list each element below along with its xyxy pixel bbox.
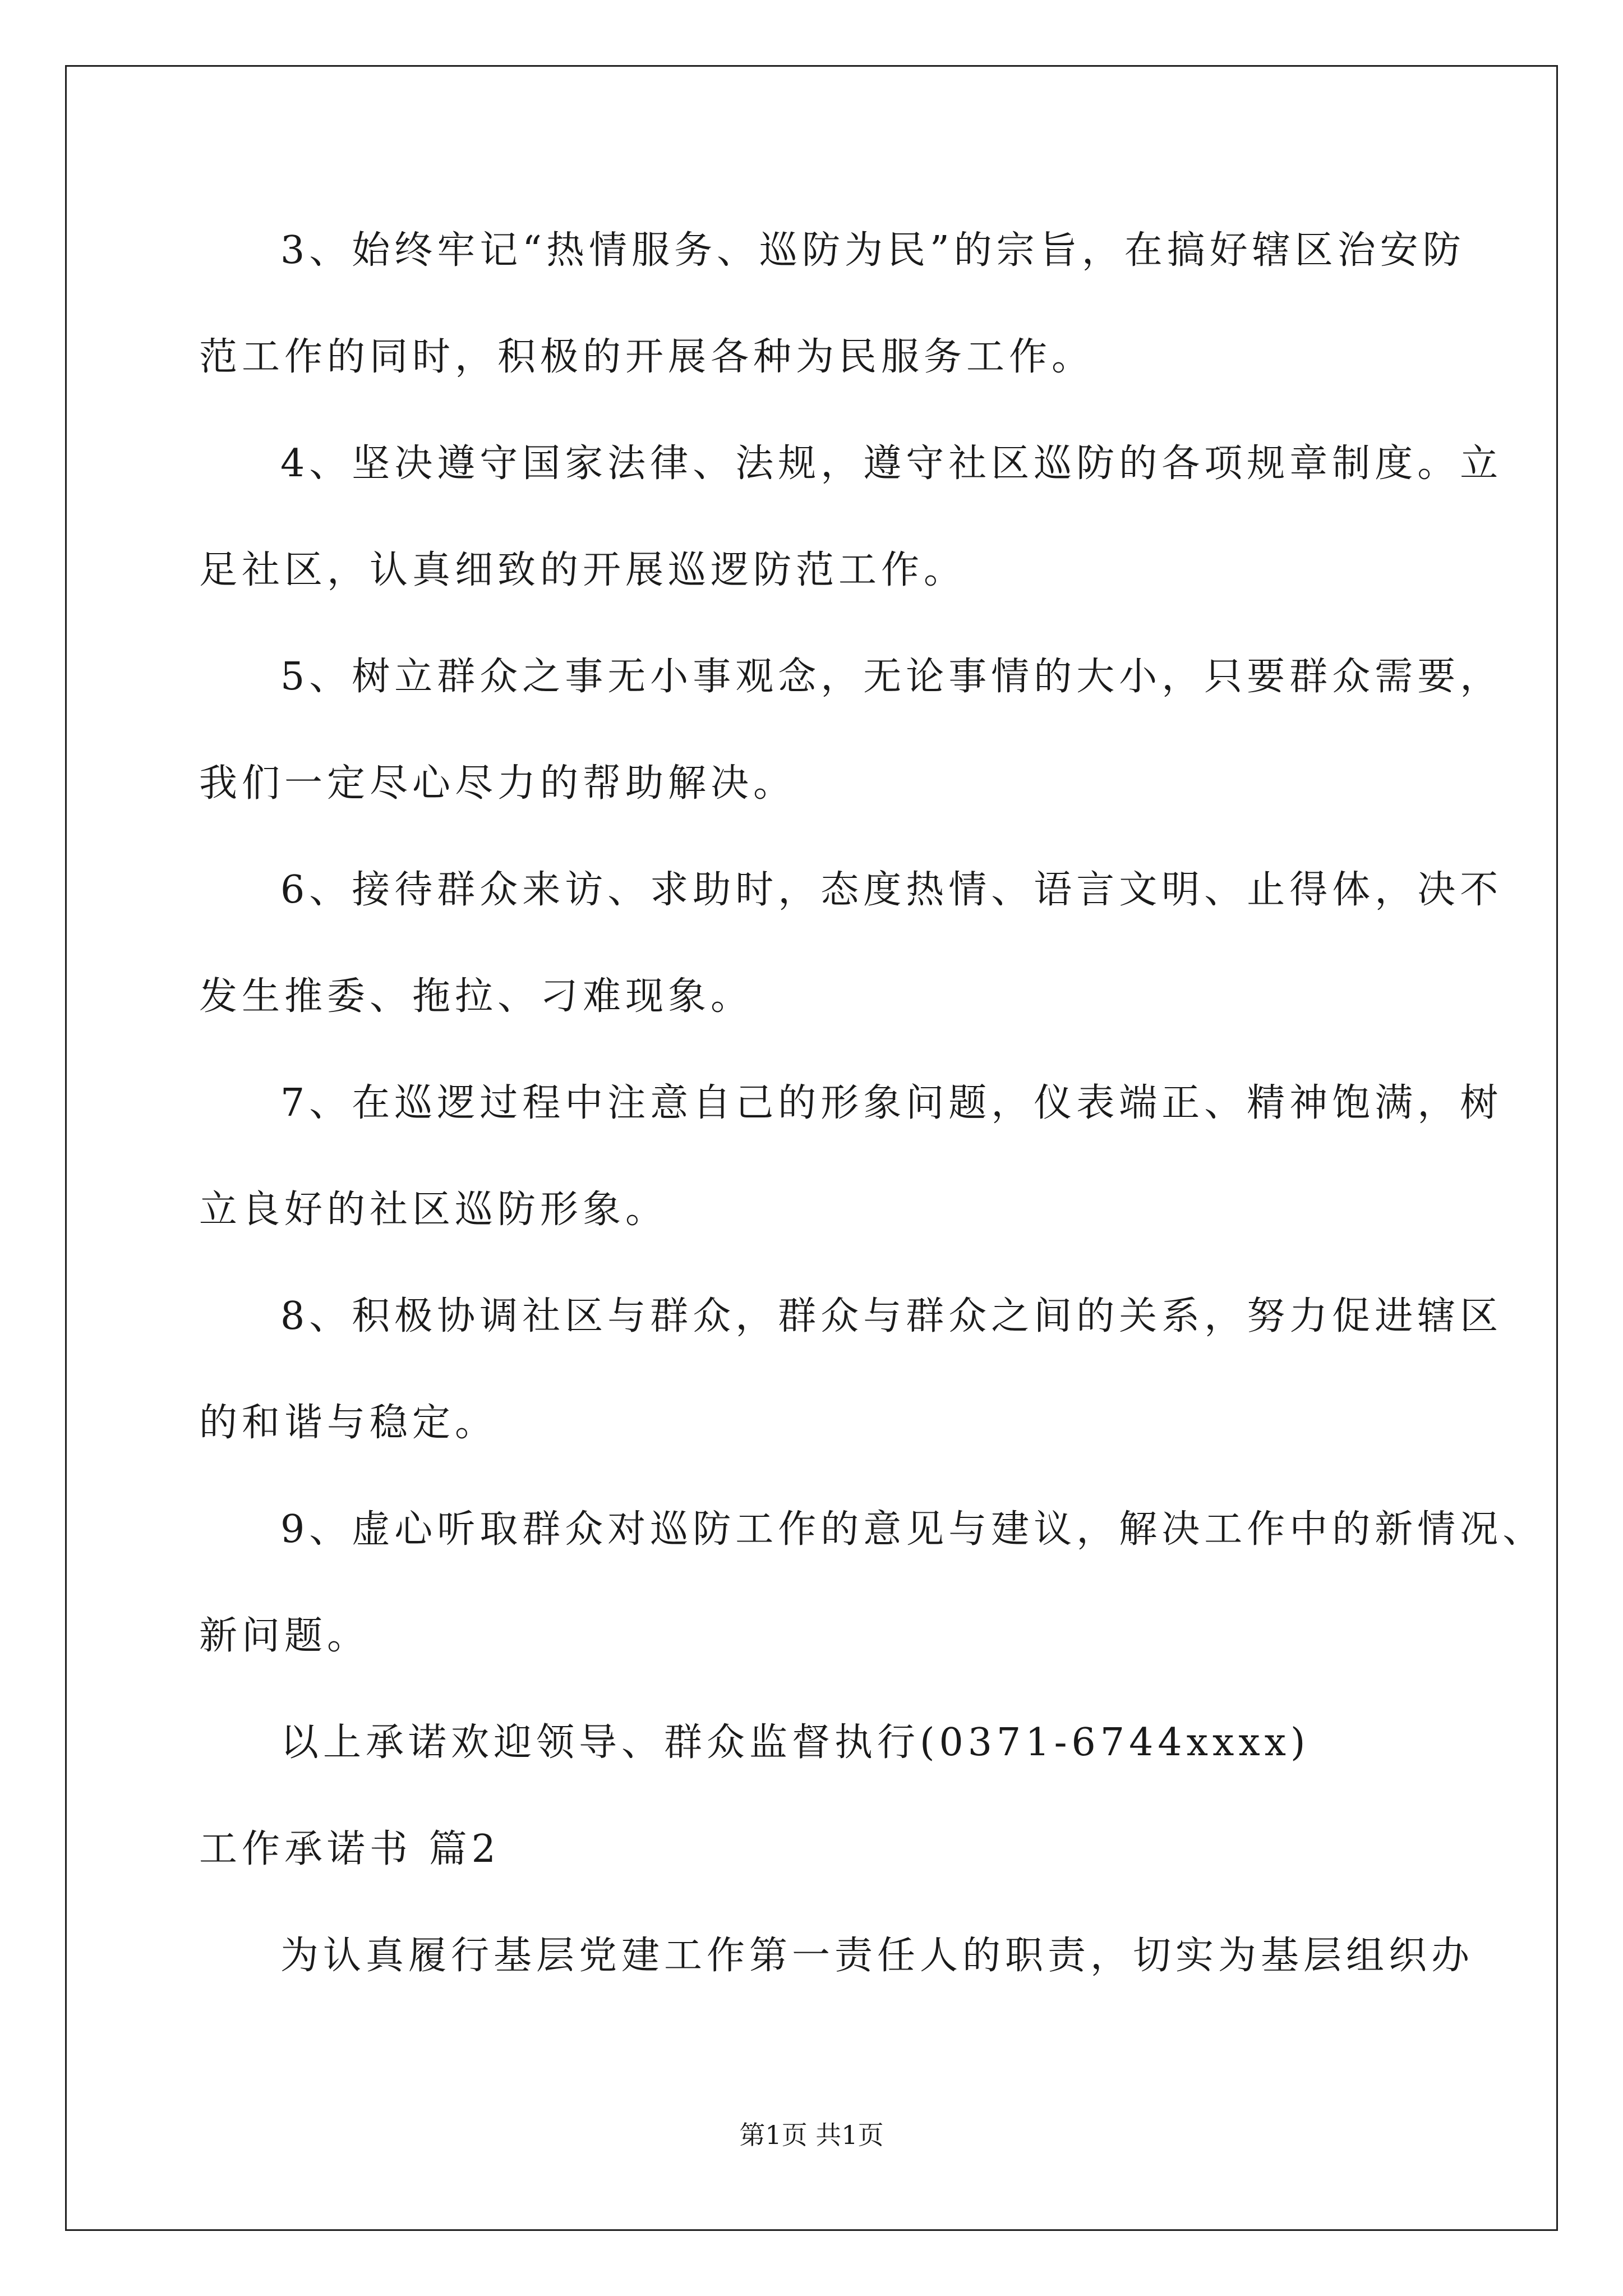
paragraph-6-line-1: 6、接待群众来访、求助时，态度热情、语言文明、止得体，决不 [280, 868, 1503, 912]
paragraph-3-line-1: 3、始终牢记“热情服务、巡防为民”的宗旨，在搞好辖区治安防 [280, 228, 1465, 273]
paragraph-7-line-1: 7、在巡逻过程中注意自己的形象问题，仪表端正、精神饱满，树 [280, 1081, 1503, 1125]
next-section-paragraph: 为认真履行基层党建工作第一责任人的职责，切实为基层组织办 [280, 1934, 1474, 1978]
paragraph-9-line-1: 9、虚心听取群众对巡防工作的意见与建议，解决工作中的新情况、 [280, 1507, 1546, 1552]
page-border [65, 65, 1558, 2231]
paragraph-5-line-1: 5、树立群众之事无小事观念，无论事情的大小，只要群众需要， [280, 655, 1503, 699]
closing-paragraph: 以上承诺欢迎领导、群众监督执行(0371-6744xxxx) [280, 1720, 1310, 1765]
paragraph-4-line-1: 4、坚决遵守国家法律、法规，遵守社区巡防的各项规章制度。立 [280, 441, 1503, 486]
page-footer: 第1页 共1页 [739, 2120, 884, 2150]
paragraph-8-line-2: 的和谐与稳定。 [199, 1401, 498, 1445]
paragraph-8-line-1: 8、积极协调社区与群众，群众与群众之间的关系，努力促进辖区 [280, 1294, 1503, 1338]
paragraph-9-line-2: 新问题。 [199, 1614, 370, 1658]
section-heading: 工作承诺书 篇2 [199, 1827, 500, 1871]
paragraph-3-line-2: 范工作的同时，积极的开展各种为民服务工作。 [199, 335, 1095, 379]
paragraph-5-line-2: 我们一定尽心尽力的帮助解决。 [199, 761, 796, 806]
paragraph-4-line-2: 足社区，认真细致的开展巡逻防范工作。 [199, 548, 967, 592]
paragraph-6-line-2: 发生推委、拖拉、刁难现象。 [199, 974, 754, 1019]
paragraph-7-line-2: 立良好的社区巡防形象。 [199, 1188, 668, 1232]
